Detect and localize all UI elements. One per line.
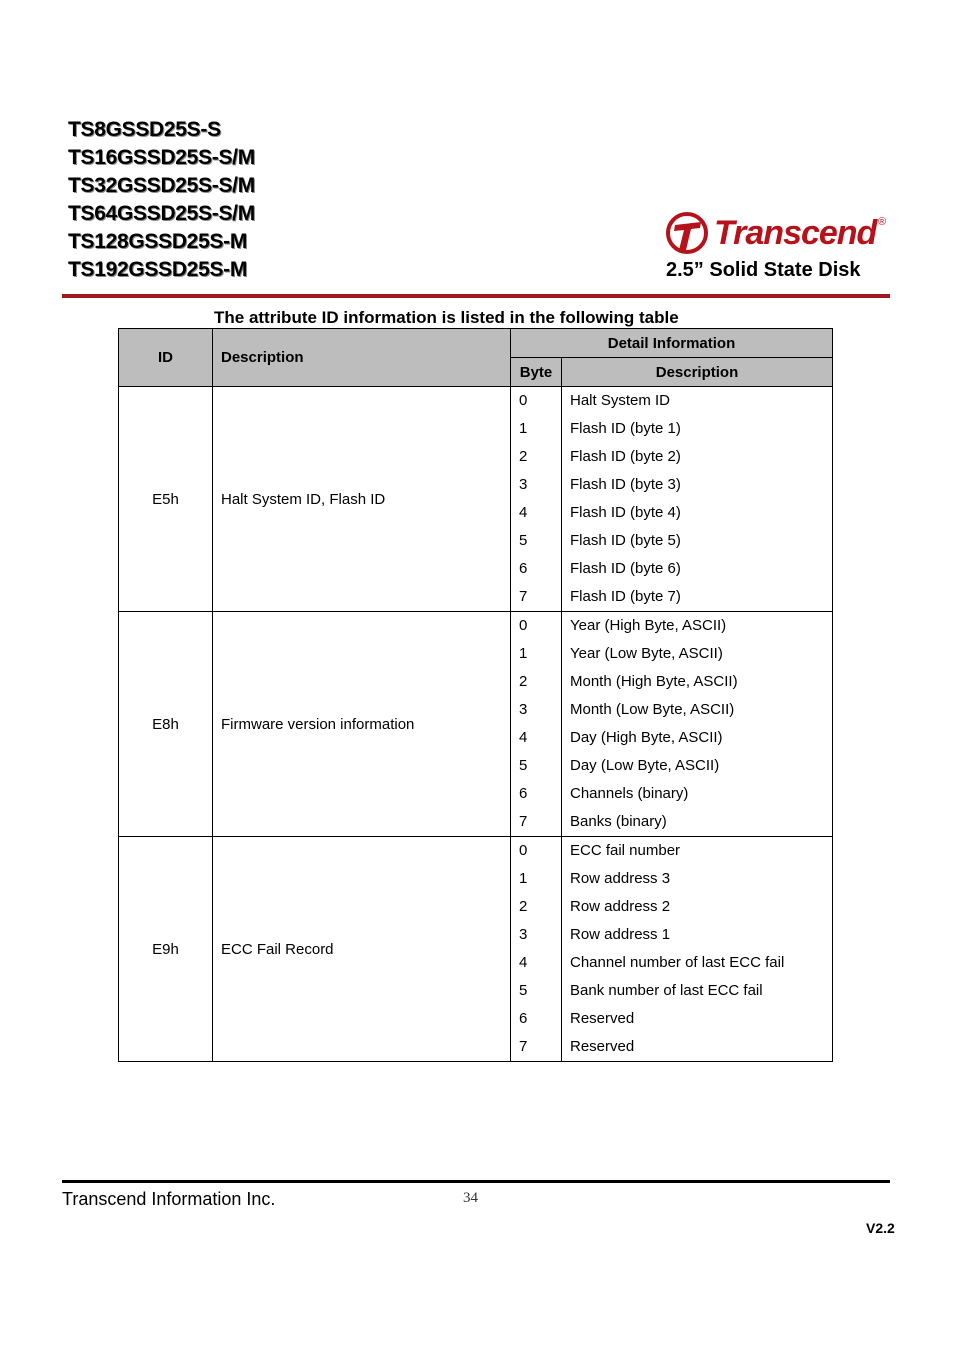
byte-list	[511, 612, 562, 837]
byte-index: 5	[519, 982, 528, 999]
byte-index: 2	[519, 673, 528, 690]
attribute-id: E5h	[119, 387, 213, 612]
byte-index: 6	[519, 785, 528, 802]
header-description: Description	[213, 329, 511, 387]
byte-index: 2	[519, 898, 528, 915]
byte-detail: Reserved	[570, 1038, 635, 1055]
model-name: TS16GSSD25S-S/M	[68, 146, 255, 169]
byte-detail: Row address 2	[570, 898, 671, 915]
byte-index: 0	[519, 842, 528, 859]
byte-detail: Halt System ID	[570, 392, 671, 409]
byte-detail: Flash ID (byte 2)	[570, 448, 681, 465]
byte-detail: Bank number of last ECC fail	[570, 982, 763, 999]
company-name: Transcend Information Inc.	[62, 1189, 276, 1209]
attribute-id: E9h	[119, 837, 213, 1062]
byte-index: 1	[519, 420, 528, 437]
logo-wordmark: Transcend	[714, 214, 877, 252]
byte-detail-list	[562, 612, 833, 837]
attribute-description: Halt System ID, Flash ID	[213, 387, 511, 612]
byte-index: 5	[519, 532, 528, 549]
model-name: TS192GSSD25S-M	[68, 258, 248, 281]
byte-index: 4	[519, 504, 528, 521]
byte-index: 3	[519, 926, 528, 943]
byte-detail: Year (High Byte, ASCII)	[570, 617, 727, 634]
byte-detail: Flash ID (byte 1)	[570, 420, 681, 437]
byte-detail: Month (High Byte, ASCII)	[570, 673, 738, 690]
byte-index: 0	[519, 392, 528, 409]
model-name: TS8GSSD25S-S	[68, 118, 221, 141]
byte-detail: Row address 3	[570, 870, 671, 887]
byte-index: 1	[519, 870, 528, 887]
attribute-table	[118, 328, 833, 1062]
product-title: 2.5” Solid State Disk	[666, 259, 861, 281]
byte-detail: Month (Low Byte, ASCII)	[570, 701, 735, 718]
byte-detail: Row address 1	[570, 926, 671, 943]
model-name: TS128GSSD25S-M	[68, 230, 248, 253]
byte-index: 7	[519, 1038, 528, 1055]
byte-index: 6	[519, 1010, 528, 1027]
byte-index: 1	[519, 645, 528, 662]
byte-index: 7	[519, 588, 528, 605]
table-row	[119, 612, 833, 837]
header-id: ID	[119, 329, 213, 387]
byte-index: 3	[519, 701, 528, 718]
byte-detail: Flash ID (byte 6)	[570, 560, 681, 577]
table-caption: The attribute ID information is listed in the following table	[214, 308, 679, 327]
byte-index: 5	[519, 757, 528, 774]
byte-detail: Flash ID (byte 5)	[570, 532, 681, 549]
byte-index: 6	[519, 560, 528, 577]
header-detail-information: Detail Information	[511, 329, 833, 358]
page-number: 34	[463, 1190, 478, 1206]
byte-index: 4	[519, 729, 528, 746]
byte-index: 3	[519, 476, 528, 493]
byte-detail: Reserved	[570, 1010, 635, 1027]
byte-detail: Banks (binary)	[570, 813, 667, 830]
header-byte: Byte	[511, 358, 562, 387]
byte-list	[511, 837, 562, 1062]
header-divider	[62, 294, 890, 298]
byte-detail: Flash ID (byte 3)	[570, 476, 681, 493]
byte-detail-list	[562, 387, 833, 612]
byte-index: 7	[519, 813, 528, 830]
registered-mark: ®	[878, 216, 887, 228]
byte-index: 0	[519, 617, 528, 634]
model-name: TS32GSSD25S-S/M	[68, 174, 255, 197]
attribute-description: Firmware version information	[213, 612, 511, 837]
byte-detail: Year (Low Byte, ASCII)	[570, 645, 723, 662]
header-byte-description: Description	[562, 358, 833, 387]
document-version: V2.2	[866, 1220, 895, 1236]
byte-detail: Flash ID (byte 4)	[570, 504, 681, 521]
byte-detail: Day (High Byte, ASCII)	[570, 729, 723, 746]
attribute-id: E8h	[119, 612, 213, 837]
byte-detail-list	[562, 837, 833, 1062]
byte-detail: ECC fail number	[570, 842, 681, 859]
footer-divider	[62, 1180, 890, 1183]
transcend-logo	[664, 210, 894, 256]
byte-list	[511, 387, 562, 612]
table-row	[119, 387, 833, 612]
byte-detail: Channel number of last ECC fail	[570, 954, 785, 971]
transcend-t-emblem-icon	[664, 210, 710, 256]
model-list	[68, 116, 255, 284]
byte-index: 2	[519, 448, 528, 465]
byte-detail: Channels (binary)	[570, 785, 689, 802]
table-row	[119, 837, 833, 1062]
byte-index: 4	[519, 954, 528, 971]
byte-detail: Flash ID (byte 7)	[570, 588, 681, 605]
byte-detail: Day (Low Byte, ASCII)	[570, 757, 720, 774]
attribute-description: ECC Fail Record	[213, 837, 511, 1062]
model-name: TS64GSSD25S-S/M	[68, 202, 255, 225]
